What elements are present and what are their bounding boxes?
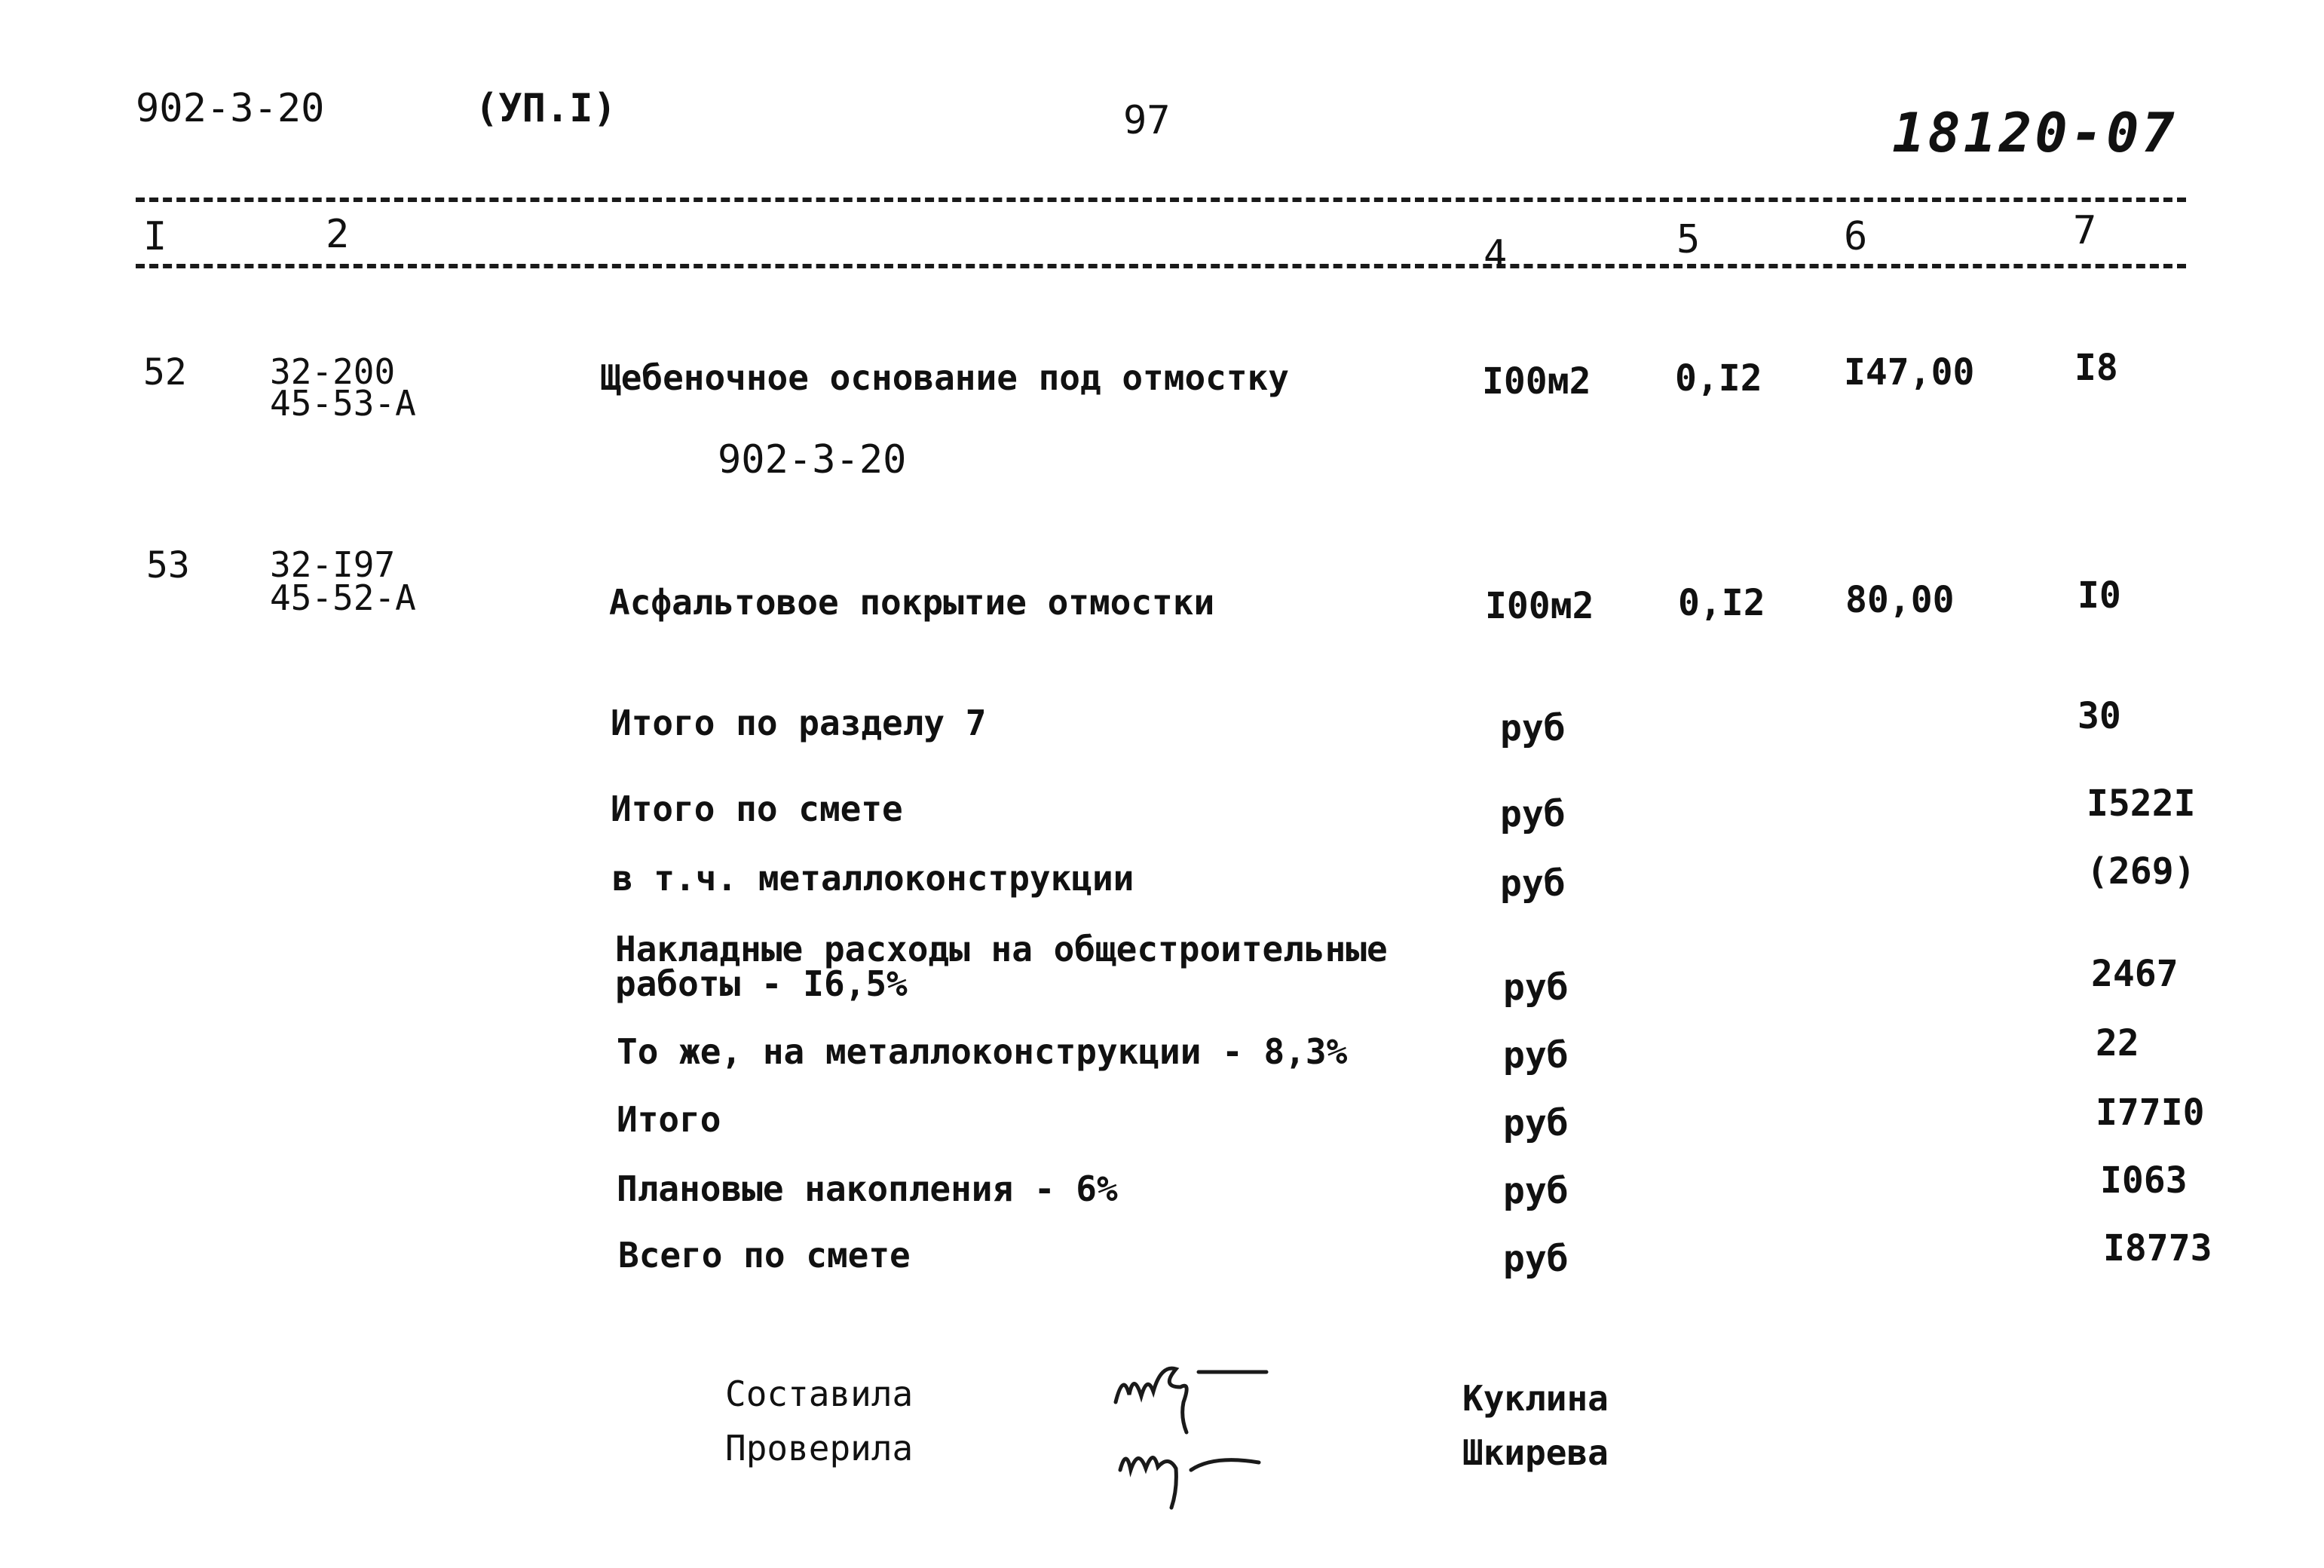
row-53-price: 80,00 [1845,579,1955,621]
compiled-by-label: Составила [725,1374,914,1414]
summary-grand-total-label: Всего по смете [618,1235,911,1276]
summary-overhead-metal-unit: руб [1503,1034,1569,1076]
row-52-price: I47,00 [1844,351,1975,394]
row-53-total: I0 [2078,574,2121,617]
summary-overhead-label-line-1: Накладные расходы на общестроительные [615,929,1388,969]
row-52-unit: I00м2 [1482,360,1591,403]
row-52-description: Щебеночное основание под отмостку [600,357,1289,398]
summary-grand-total-unit: руб [1503,1238,1569,1280]
summary-subtotal-value: I77I0 [2096,1092,2205,1134]
row-52-code-1: 32-200 [270,351,396,392]
summary-planned-savings-unit: руб [1503,1170,1569,1212]
summary-planned-savings-label: Плановые накопления - 6% [617,1168,1118,1209]
section-label: (УП.I) [475,86,617,131]
summary-overhead-label-line-2: работы - I6,5% [615,963,908,1004]
row-53-code-2: 45-52-А [270,577,416,618]
summary-planned-savings-value: I063 [2100,1159,2188,1202]
page-number: 97 [1123,98,1171,143]
summary-metal-structures-label: в т.ч. металлоконструкции [612,858,1134,899]
summary-estimate-total-value: I522I [2087,782,2196,825]
summary-section-total-unit: руб [1500,707,1566,749]
summary-overhead-metal-label: То же, на металлоконструкции - 8,3% [617,1031,1348,1072]
row-53-code-1: 32-I97 [270,544,396,585]
header-top-rule [136,198,2186,202]
summary-metal-structures-unit: руб [1500,862,1566,905]
summary-subtotal-unit: руб [1503,1102,1569,1144]
summary-grand-total-value: I8773 [2103,1227,2212,1269]
summary-subtotal-label: Итого [617,1099,721,1140]
document-code-left: 902-3-20 [136,86,325,131]
column-header-1: I [143,214,167,259]
column-header-2: 2 [326,212,350,257]
header-bottom-rule [136,264,2186,268]
summary-section-total-value: 30 [2078,695,2121,737]
row-52-quantity: 0,I2 [1675,357,1762,400]
row-52-sub-reference: 902-3-20 [718,437,907,482]
row-53-number: 53 [146,544,190,586]
column-header-4: 4 [1484,232,1508,277]
signature-compiler-image [1108,1342,1289,1523]
row-52-code-2: 45-53-А [270,383,416,424]
summary-estimate-total-unit: руб [1500,793,1566,835]
column-header-5: 5 [1676,217,1701,262]
column-header-7: 7 [2073,208,2097,253]
checked-by-label: Проверила [725,1428,914,1468]
row-52-total: I8 [2074,347,2118,389]
row-52-number: 52 [143,351,187,394]
summary-metal-structures-value: (269) [2087,850,2196,893]
summary-estimate-total-label: Итого по смете [611,789,903,829]
document-code-right: 18120-07 [1892,101,2178,164]
row-53-description: Асфальтовое покрытие отмостки [609,582,1215,623]
column-header-6: 6 [1844,214,1868,259]
row-53-quantity: 0,I2 [1678,582,1765,624]
summary-overhead-metal-value: 22 [2096,1022,2139,1064]
row-53-unit: I00м2 [1485,585,1594,627]
checked-by-name: Шкирева [1462,1432,1609,1473]
summary-overhead-value: 2467 [2091,953,2179,995]
summary-section-total-label: Итого по разделу 7 [611,703,987,743]
summary-overhead-unit: руб [1503,966,1569,1009]
compiled-by-name: Куклина [1462,1378,1609,1419]
